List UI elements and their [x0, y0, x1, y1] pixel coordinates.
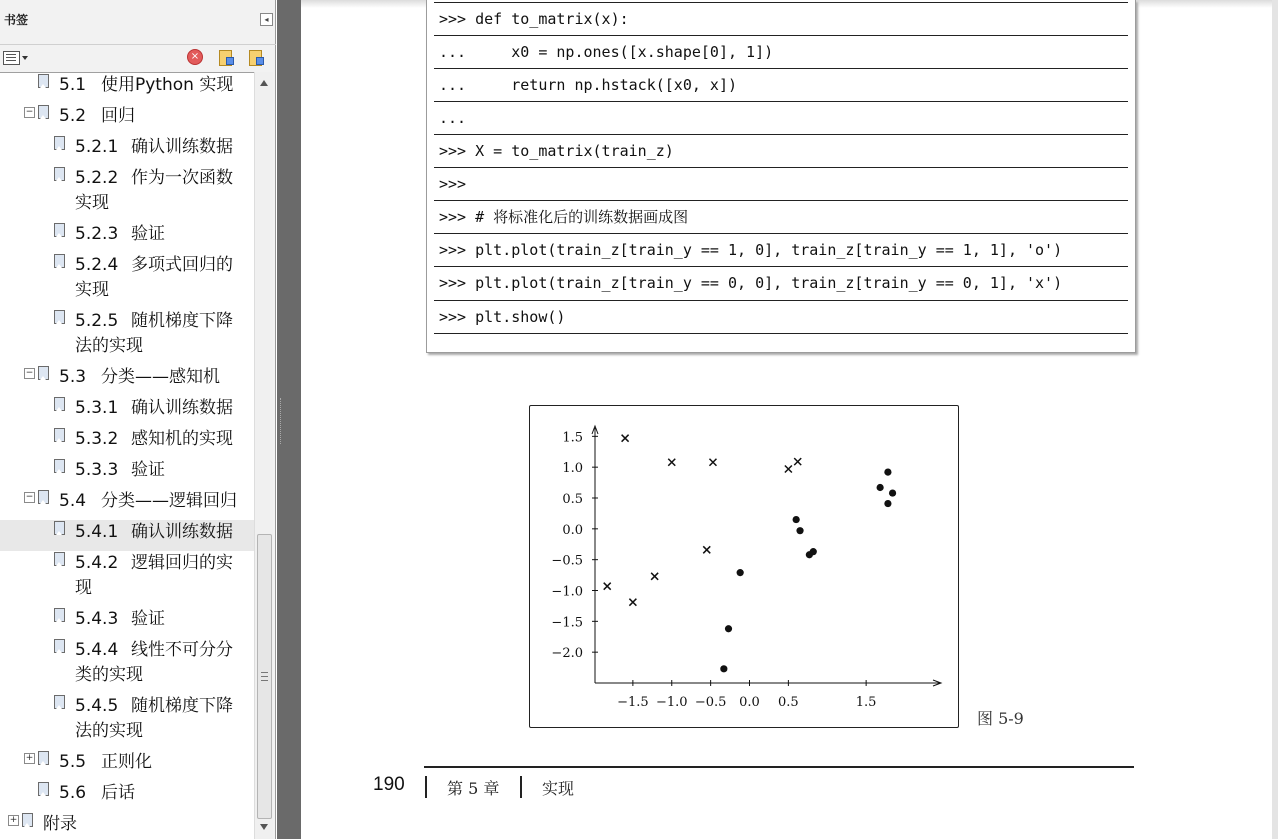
bookmark-number: 5.4.4 [75, 640, 119, 660]
y-tick-label: 1.5 [562, 430, 583, 446]
code-line [434, 101, 1128, 134]
x-tick-label: −0.5 [694, 695, 727, 710]
bookmarks-panel [0, 0, 276, 839]
bookmark-icon [54, 428, 65, 442]
bookmark-icon [54, 397, 65, 411]
bookmark-item[interactable] [0, 638, 254, 694]
bookmark-number: 5.3.3 [75, 460, 119, 480]
bookmark-label: 确认训练数据 [131, 398, 233, 418]
code-line [434, 167, 1128, 200]
y-tick-label: −0.5 [551, 553, 583, 569]
bookmark-scrollbar[interactable] [254, 72, 273, 839]
bookmark-icon [54, 223, 65, 237]
bookmark-icon [38, 751, 49, 765]
bookmark-number: 5.4.1 [75, 522, 119, 542]
page-number: 190 [373, 774, 405, 795]
bookmark-number: 5.5 [59, 752, 87, 772]
code-line [434, 233, 1128, 266]
scatter-chart [530, 406, 958, 727]
bookmark-item[interactable] [0, 694, 254, 750]
data-point-cross [604, 583, 611, 590]
bookmark-icon [54, 167, 65, 181]
delete-icon[interactable]: × [187, 49, 204, 67]
bookmark-label: 验证 [131, 224, 165, 244]
data-point-circle [877, 484, 884, 491]
bookmark-label: 随机梯度下降 [131, 311, 233, 331]
bookmark-number: 5.4.5 [75, 696, 119, 716]
x-tick-label: 0.0 [739, 695, 760, 710]
bookmark-label: 感知机的实现 [131, 429, 233, 449]
code-line [434, 266, 1128, 299]
bookmark-label: 使用Python 实现 [101, 75, 234, 95]
bookmark-item[interactable] [0, 750, 254, 781]
code-text: ... return np.hstack([x0, x]) [439, 76, 738, 94]
data-point-circle [793, 516, 800, 523]
bookmark-tree [0, 72, 254, 840]
bookmark-item[interactable] [0, 551, 254, 607]
bookmark-label: 验证 [131, 460, 165, 480]
bookmark-icon [54, 639, 65, 653]
code-text: >>> def to_matrix(x): [439, 10, 629, 28]
x-tick-label: −1.5 [617, 695, 649, 710]
bookmark-icon [54, 254, 65, 268]
panel-splitter[interactable] [277, 0, 301, 839]
scroll-up-arrow-icon[interactable] [260, 80, 268, 86]
y-tick-label: 0.0 [562, 522, 583, 538]
footer-separator [425, 776, 427, 798]
code-line [434, 200, 1128, 233]
options-icon[interactable] [3, 49, 29, 67]
data-point-cross [703, 546, 710, 553]
data-point-circle [884, 469, 891, 476]
bookmark-label: 多项式回归的 [131, 255, 233, 275]
bookmark-label: 后话 [101, 783, 135, 803]
data-point-cross [709, 459, 716, 466]
bookmark-item[interactable] [0, 253, 254, 309]
data-point-cross [794, 458, 801, 465]
bookmark-label: 确认训练数据 [131, 137, 233, 157]
data-point-circle [725, 625, 732, 632]
data-point-circle [796, 527, 803, 534]
bookmark-icon [38, 490, 49, 504]
code-line [434, 35, 1128, 68]
bookmark-label-continued: 实现 [75, 280, 109, 300]
y-tick-label: −1.5 [551, 615, 583, 631]
bookmark-number: 5.4 [59, 491, 87, 511]
bookmark-item[interactable] [0, 73, 254, 104]
bookmark-icon [54, 695, 65, 709]
code-text: ... x0 = np.ones([x.shape[0], 1]) [439, 43, 774, 61]
y-tick-label: 1.0 [562, 461, 583, 477]
code-text: >>> plt.show() [439, 308, 566, 326]
bookmark-item[interactable] [0, 458, 254, 489]
data-point-circle [720, 665, 727, 672]
code-line [434, 300, 1128, 333]
expand-toggle-icon[interactable]: + [25, 753, 34, 763]
bookmark-label: 回归 [101, 106, 135, 126]
splitter-grip[interactable] [280, 398, 283, 444]
bookmark-item[interactable] [0, 309, 254, 365]
bookmark-label: 分类——逻辑回归 [101, 491, 237, 511]
bookmark-item[interactable] [0, 396, 254, 427]
data-point-circle [884, 500, 891, 507]
bookmark-label-continued: 法的实现 [75, 336, 143, 356]
bookmark-icon [54, 552, 65, 566]
bookmark-number: 5.2 [59, 106, 87, 126]
bookmark-label-continued: 类的实现 [75, 665, 143, 685]
collapse-toggle-icon[interactable]: − [25, 107, 34, 117]
footer-rule [424, 766, 1134, 768]
code-text: >>> # 将标准化后的训练数据画成图 [439, 208, 689, 226]
bookmark-number: 5.2.1 [75, 137, 119, 157]
bookmark-number: 5.3 [59, 367, 87, 387]
bookmark-label: 线性不可分分 [131, 640, 233, 660]
section-label: 实现 [542, 779, 575, 798]
code-line [434, 2, 1128, 35]
bookmark-item[interactable] [0, 520, 254, 551]
expand-bookmark-icon[interactable] [247, 49, 265, 67]
y-tick-label: −1.0 [551, 584, 583, 600]
data-point-cross [785, 466, 792, 473]
data-point-cross [668, 459, 675, 466]
bookmark-item[interactable] [0, 607, 254, 638]
y-tick-label: −2.0 [551, 646, 583, 662]
bookmark-label: 验证 [131, 609, 165, 629]
bookmark-icon [54, 521, 65, 535]
bookmark-item[interactable] [0, 781, 254, 812]
scatter-figure [529, 405, 959, 728]
bookmark-item[interactable] [0, 135, 254, 166]
collapse-toggle-icon[interactable]: − [25, 368, 34, 378]
collapse-toggle-icon[interactable]: − [25, 492, 34, 502]
bookmark-number: 5.2.3 [75, 224, 119, 244]
bookmarks-header [0, 0, 276, 40]
x-tick-label: 1.5 [855, 695, 877, 710]
bookmark-item[interactable] [0, 104, 254, 135]
bookmark-label: 分类——感知机 [101, 367, 220, 387]
bookmark-number: 5.6 [59, 783, 87, 803]
bookmark-number: 5.4.2 [75, 553, 119, 573]
bookmark-number: 5.2.4 [75, 255, 119, 275]
chapter-label: 第 5 章 [447, 779, 500, 798]
code-line [434, 68, 1128, 101]
bookmark-item[interactable] [0, 365, 254, 396]
data-point-circle [889, 489, 896, 496]
collapse-panel-icon[interactable]: ◂ [260, 13, 273, 26]
x-tick-label: 0.5 [778, 695, 799, 710]
data-point-cross [622, 435, 629, 442]
bookmark-label-continued: 现 [75, 578, 92, 598]
bookmark-number: 5.2.2 [75, 168, 119, 188]
bookmarks-title: 书签 [4, 13, 29, 27]
expand-toggle-icon[interactable]: + [9, 815, 18, 825]
bookmark-icon [38, 105, 49, 119]
bookmark-item[interactable] [0, 222, 254, 253]
code-text: >>> [439, 175, 467, 193]
data-point-circle [737, 569, 744, 576]
x-tick-label: −1.0 [655, 695, 688, 710]
code-listing [426, 0, 1136, 353]
bookmark-label: 附录 [43, 814, 77, 834]
figure-caption: 图 5-9 [977, 709, 1024, 728]
scroll-thumb[interactable] [257, 534, 272, 819]
code-text: ... [439, 109, 467, 127]
new-bookmark-icon[interactable] [217, 49, 235, 67]
scroll-down-arrow-icon[interactable] [260, 824, 268, 830]
code-line [434, 134, 1128, 167]
bookmark-icon [22, 813, 33, 827]
bookmark-icon [38, 366, 49, 380]
bookmark-item[interactable] [0, 427, 254, 458]
bookmark-icon [54, 136, 65, 150]
bookmark-icon [38, 74, 49, 88]
bookmark-icon [54, 459, 65, 473]
bookmark-number: 5.4.3 [75, 609, 119, 629]
footer-separator [520, 776, 522, 798]
code-text: >>> X = to_matrix(train_z) [439, 142, 674, 160]
bookmark-number: 5.1 [59, 75, 87, 95]
bookmark-label-continued: 实现 [75, 193, 109, 213]
bookmark-item[interactable] [0, 812, 254, 840]
code-text: >>> plt.plot(train_z[train_y == 1, 0], train_z[train_y == 1, 1], 'o') [439, 241, 1063, 259]
y-tick-label: 0.5 [562, 492, 583, 507]
bookmark-number: 5.3.1 [75, 398, 119, 418]
data-point-circle [810, 548, 817, 555]
bookmark-icon [38, 782, 49, 796]
bookmark-item[interactable] [0, 489, 254, 520]
bookmark-label: 确认训练数据 [131, 522, 233, 542]
bookmark-item[interactable] [0, 166, 254, 222]
bookmark-label-continued: 法的实现 [75, 721, 143, 741]
bookmark-label: 随机梯度下降 [131, 696, 233, 716]
bookmarks-toolbar [0, 44, 276, 71]
bookmark-number: 5.3.2 [75, 429, 119, 449]
code-text: >>> plt.plot(train_z[train_y == 0, 0], train_z[train_y == 0, 1], 'x') [439, 274, 1063, 292]
data-point-cross [629, 599, 636, 606]
code-rule [434, 333, 1128, 334]
bookmark-label: 逻辑回归的实 [131, 553, 233, 573]
document-page [301, 0, 1278, 839]
bookmark-icon [54, 310, 65, 324]
bookmark-number: 5.2.5 [75, 311, 119, 331]
bookmark-label: 作为一次函数 [131, 168, 233, 188]
data-point-cross [651, 573, 658, 580]
bookmark-label: 正则化 [101, 752, 152, 772]
bookmark-icon [54, 608, 65, 622]
